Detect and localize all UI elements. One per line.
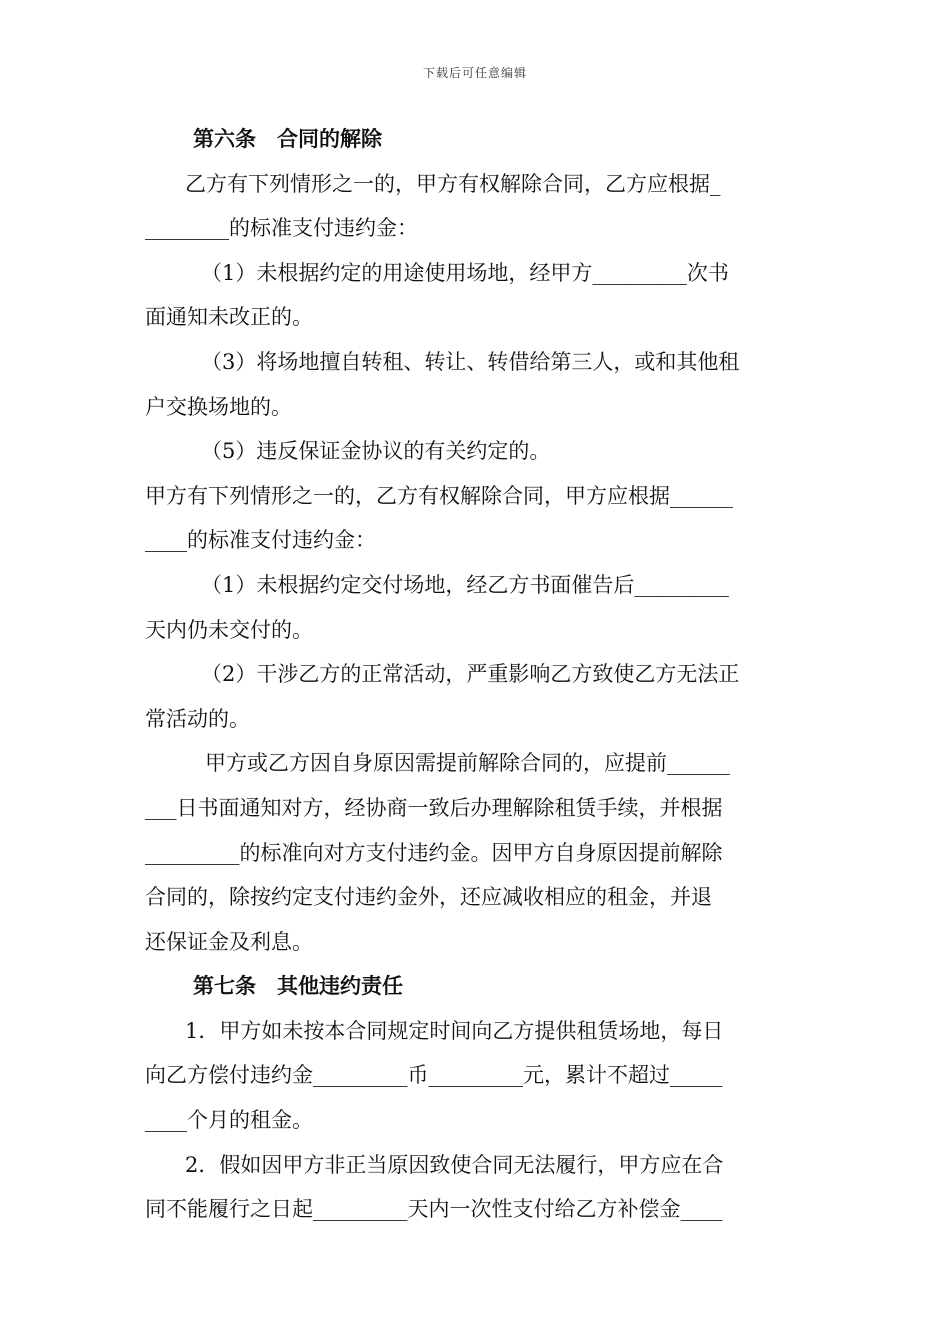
paragraph-line: （2）干涉乙方的正常活动，严重影响乙方致使乙方无法正 [201,662,740,687]
paragraph-line: 户交换场地的。 [145,394,292,419]
paragraph-line: 2．假如因甲方非正当原因致使合同无法履行，甲方应在合 [185,1152,724,1177]
paragraph-line: 天内仍未交付的。 [145,617,313,642]
paragraph-line: ____个月的租金。 [145,1108,313,1133]
paragraph-line: 1．甲方如未按本合同规定时间向乙方提供租赁场地，每日 [185,1018,724,1043]
paragraph-line: 合同的，除按约定支付违约金外，还应减收相应的租金，并退 [145,885,712,910]
paragraph-line: ____的标准支付违约金： [145,528,376,553]
paragraph-line: （5）违反保证金协议的有关约定的。 [201,439,551,464]
paragraph-line: 向乙方偿付违约金_________币_________元，累计不超过_____ [145,1063,723,1088]
section-heading-7: 第七条 其他违约责任 [193,973,403,999]
paragraph-line: （1）未根据约定交付场地，经乙方书面催告后_________ [201,572,729,597]
paragraph-line: 面通知未改正的。 [145,305,313,330]
paragraph-line: 还保证金及利息。 [145,929,313,954]
paragraph-line: 同不能履行之日起_________天内一次性支付给乙方补偿金____ [145,1197,723,1222]
paragraph-line: ___日书面通知对方，经协商一致后办理解除租赁手续，并根据 [145,795,723,820]
paragraph-line: ________的标准支付违约金： [145,216,418,241]
paragraph-line: （1）未根据约定的用途使用场地，经甲方_________次书 [201,260,729,285]
paragraph-line: _________的标准向对方支付违约金。因甲方自身原因提前解除 [145,840,723,865]
paragraph-line: 乙方有下列情形之一的，甲方有权解除合同，乙方应根据_ [185,171,721,196]
paragraph-line: 甲方或乙方因自身原因需提前解除合同的，应提前______ [205,751,730,776]
paragraph-line: （3）将场地擅自转租、转让、转借给第三人，或和其他租 [201,349,740,374]
document-body [145,117,803,1232]
section-heading-6: 第六条 合同的解除 [193,126,382,151]
page-header: 下载后可任意编辑 [422,66,527,80]
paragraph-line: 常活动的。 [145,706,250,731]
paragraph-line: 甲方有下列情形之一的，乙方有权解除合同，甲方应根据______ [145,483,733,508]
